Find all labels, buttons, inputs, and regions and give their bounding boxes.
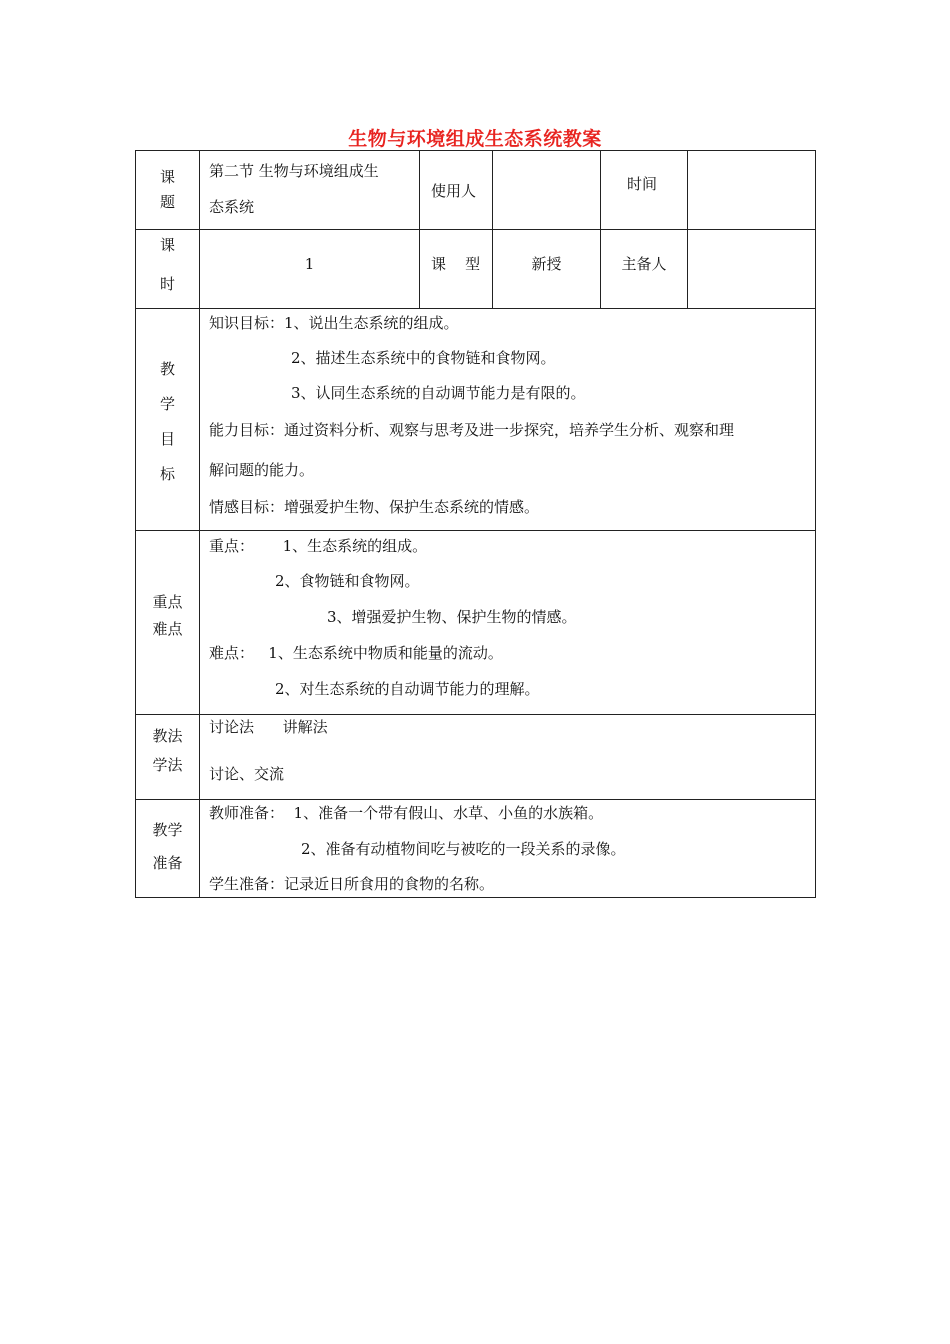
table-rule: [135, 530, 816, 531]
time-label: 时间: [627, 175, 658, 193]
methods-line: 讨论、交流: [209, 765, 285, 783]
key-points-label: 重点 难点: [152, 593, 183, 638]
goals-line: 知识目标：1、说出生态系统的组成。: [209, 314, 459, 332]
table-rule: [135, 897, 816, 898]
preparation-label: 教学 准备: [152, 821, 183, 872]
lesson-type-value: 新授: [531, 255, 562, 273]
table-rule: [492, 150, 493, 309]
table-rule: [135, 799, 816, 800]
hours-value: 1: [304, 255, 315, 273]
document-title: 生物与环境组成生态系统教案: [348, 128, 602, 150]
topic-label: 课 题: [159, 168, 175, 211]
goals-label: 教 学 目 标: [159, 360, 175, 483]
table-rule: [135, 229, 816, 230]
key-points-line: 难点： 1、生态系统中物质和能量的流动。: [209, 644, 503, 662]
preparation-line: 2、准备有动植物间吃与被吃的一段关系的录像。: [301, 840, 626, 858]
hours-label: 课 时: [159, 236, 175, 293]
goals-line: 3、认同生态系统的自动调节能力是有限的。: [291, 384, 586, 402]
topic-value: 第二节 生物与环境组成生 态系统: [209, 162, 379, 216]
key-points-line: 重点： 1、生态系统的组成。: [209, 537, 428, 555]
table-rule: [419, 150, 420, 309]
table-rule: [135, 308, 816, 309]
preparation-line: 学生准备：记录近日所食用的食物的名称。: [209, 875, 495, 893]
goals-line: 2、描述生态系统中的食物链和食物网。: [291, 349, 556, 367]
table-rule: [815, 150, 816, 898]
goals-line: 解问题的能力。: [209, 461, 315, 479]
preparation-line: 教师准备： 1、准备一个带有假山、水草、小鱼的水族箱。: [209, 804, 604, 822]
table-rule: [687, 150, 688, 309]
lesson-type-label: 课 型: [431, 255, 481, 273]
key-points-line: 2、食物链和食物网。: [275, 572, 420, 590]
table-rule: [600, 150, 601, 309]
table-rule: [135, 150, 816, 151]
table-rule: [135, 714, 816, 715]
methods-label: 教法 学法: [152, 727, 183, 774]
key-points-line: 3、增强爱护生物、保护生物的情感。: [327, 608, 577, 626]
goals-line: 能力目标：通过资料分析、观察与思考及进一步探究，培养学生分析、观察和理: [209, 421, 735, 439]
goals-line: 情感目标：增强爱护生物、保护生态系统的情感。: [209, 498, 540, 516]
key-points-line: 2、对生态系统的自动调节能力的理解。: [275, 680, 540, 698]
user-label: 使用人: [431, 182, 477, 200]
preparer-label: 主备人: [621, 255, 667, 273]
methods-line: 讨论法 讲解法: [209, 718, 328, 736]
